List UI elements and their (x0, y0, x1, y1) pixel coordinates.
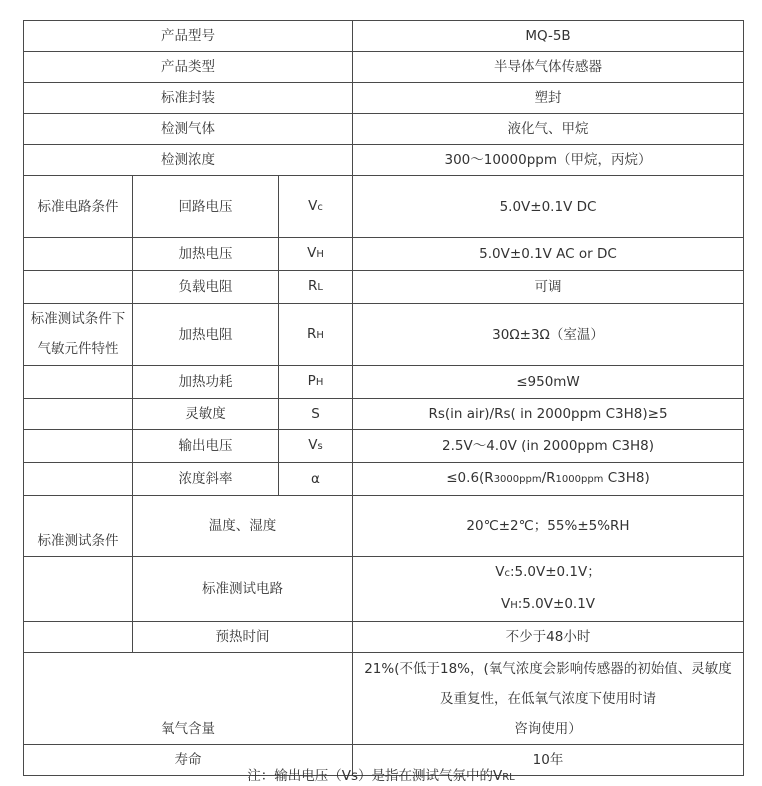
table-row (24, 653, 744, 745)
row-value: 5.0V±0.1V DC (353, 176, 744, 238)
value-sub: c (504, 568, 510, 579)
row-value: 2.5V～4.0V (in 2000ppm C3H8) (353, 430, 744, 463)
symbol-main: V (308, 437, 318, 453)
row-label: 灵敏度 (133, 399, 279, 430)
row-value (353, 653, 744, 745)
empty-cell (24, 271, 133, 304)
row-label: 标准测试电路 (133, 557, 353, 622)
symbol-main: P (307, 373, 316, 389)
table-row (24, 238, 744, 271)
value-part: V (495, 564, 505, 580)
row-label: 负载电阻 (133, 271, 279, 304)
table-row (24, 145, 744, 176)
value-sub: 3000ppm (493, 474, 542, 485)
row-value: 不少于48小时 (353, 622, 744, 653)
value-part: :5.0V±0.1V； (509, 564, 601, 580)
row-label: 温度、湿度 (133, 496, 353, 557)
row-label: 输出电压 (133, 430, 279, 463)
spec-table (23, 20, 744, 776)
empty-cell (24, 622, 133, 653)
value-part: /R (541, 470, 556, 486)
row-label: 检测气体 (24, 114, 353, 145)
row-value (353, 557, 744, 622)
empty-cell (24, 238, 133, 271)
table-row (24, 271, 744, 304)
table-row (24, 83, 744, 114)
row-label: 检测浓度 (24, 145, 353, 176)
group-label-test (24, 304, 133, 366)
row-label: 预热时间 (133, 622, 353, 653)
table-row (24, 496, 744, 557)
row-value: 半导体气体传感器 (353, 52, 744, 83)
empty-cell (24, 557, 133, 622)
row-symbol: α (279, 463, 353, 496)
row-value: 塑封 (353, 83, 744, 114)
footnote (0, 764, 762, 784)
symbol-main: V (308, 197, 318, 214)
table-row (24, 304, 744, 366)
symbol-main: R (308, 278, 318, 294)
row-symbol: S (279, 399, 353, 430)
value-line: 及重复性，在低氧气浓度下使用时请 (440, 690, 656, 707)
row-label: 产品型号 (24, 21, 353, 52)
symbol-sub: s (317, 441, 323, 452)
value-part: C3H8) (603, 470, 650, 486)
row-value: 液化气、甲烷 (353, 114, 744, 145)
row-value: Rs(in air)/Rs( in 2000ppm C3H8)≥5 (353, 399, 744, 430)
table-row (24, 463, 744, 496)
symbol-sub: H (316, 249, 324, 260)
group-label-circuit: 标准电路条件 (24, 176, 133, 238)
row-label: 标准封装 (24, 83, 353, 114)
table-row (24, 114, 744, 145)
row-symbol (279, 430, 353, 463)
row-value: 5.0V±0.1V AC or DC (353, 238, 744, 271)
table-row (24, 176, 744, 238)
value-line (357, 589, 739, 621)
footnote-text: 注：输出电压（Vs）是指在测试气氛中的V (247, 768, 503, 784)
value-line (357, 557, 739, 589)
empty-cell (24, 366, 133, 399)
value-line: 21%(不低于18%，(氧气浓度会影响传感器的初始值、灵敏度 (364, 660, 732, 677)
row-label: 加热电压 (133, 238, 279, 271)
row-label: 寿命 (24, 745, 353, 776)
group-label-line: 标准测试条件下 (30, 311, 126, 327)
empty-cell (24, 430, 133, 463)
row-label: 氧气含量 (24, 653, 353, 745)
row-symbol (279, 304, 353, 366)
row-value: 10年 (353, 745, 744, 776)
row-label: 产品类型 (24, 52, 353, 83)
row-label: 回路电压 (133, 176, 279, 238)
row-symbol (279, 176, 353, 238)
row-value: 30Ω±3Ω（室温） (353, 304, 744, 366)
table-row (24, 430, 744, 463)
value-line: 咨询使用） (514, 720, 582, 737)
row-label: 加热电阻 (133, 304, 279, 366)
row-value: 20℃±2℃；55%±5%RH (353, 496, 744, 557)
symbol-sub: H (315, 377, 324, 388)
row-value: 300～10000ppm（甲烷，丙烷） (353, 145, 744, 176)
row-symbol (279, 238, 353, 271)
row-value: ≤950mW (353, 366, 744, 399)
table-row (24, 399, 744, 430)
row-value: MQ-5B (353, 21, 744, 52)
symbol-main: R (307, 325, 317, 342)
row-value (353, 463, 744, 496)
row-symbol (279, 271, 353, 304)
table-row (24, 557, 744, 622)
group-label-std-test: 标准测试条件 (24, 496, 133, 557)
value-sub: 1000ppm (555, 474, 604, 485)
symbol-sub: H (316, 329, 324, 341)
value-sub: H (510, 600, 518, 611)
row-label: 浓度斜率 (133, 463, 279, 496)
table-row (24, 622, 744, 653)
value-part: ≤0.6(R (446, 470, 494, 486)
table-row (24, 366, 744, 399)
row-symbol (279, 366, 353, 399)
group-label-line: 气敏元件特性 (37, 340, 119, 357)
symbol-main: V (307, 245, 317, 261)
symbol-sub: c (317, 201, 323, 213)
table-row (24, 52, 744, 83)
footnote-sub: RL (502, 772, 515, 783)
symbol-sub: L (317, 282, 323, 293)
row-label: 加热功耗 (133, 366, 279, 399)
table-row (24, 21, 744, 52)
value-part: :5.0V±0.1V (517, 596, 596, 612)
empty-cell (24, 399, 133, 430)
empty-cell (24, 463, 133, 496)
value-part: V (500, 596, 511, 612)
row-value: 可调 (353, 271, 744, 304)
